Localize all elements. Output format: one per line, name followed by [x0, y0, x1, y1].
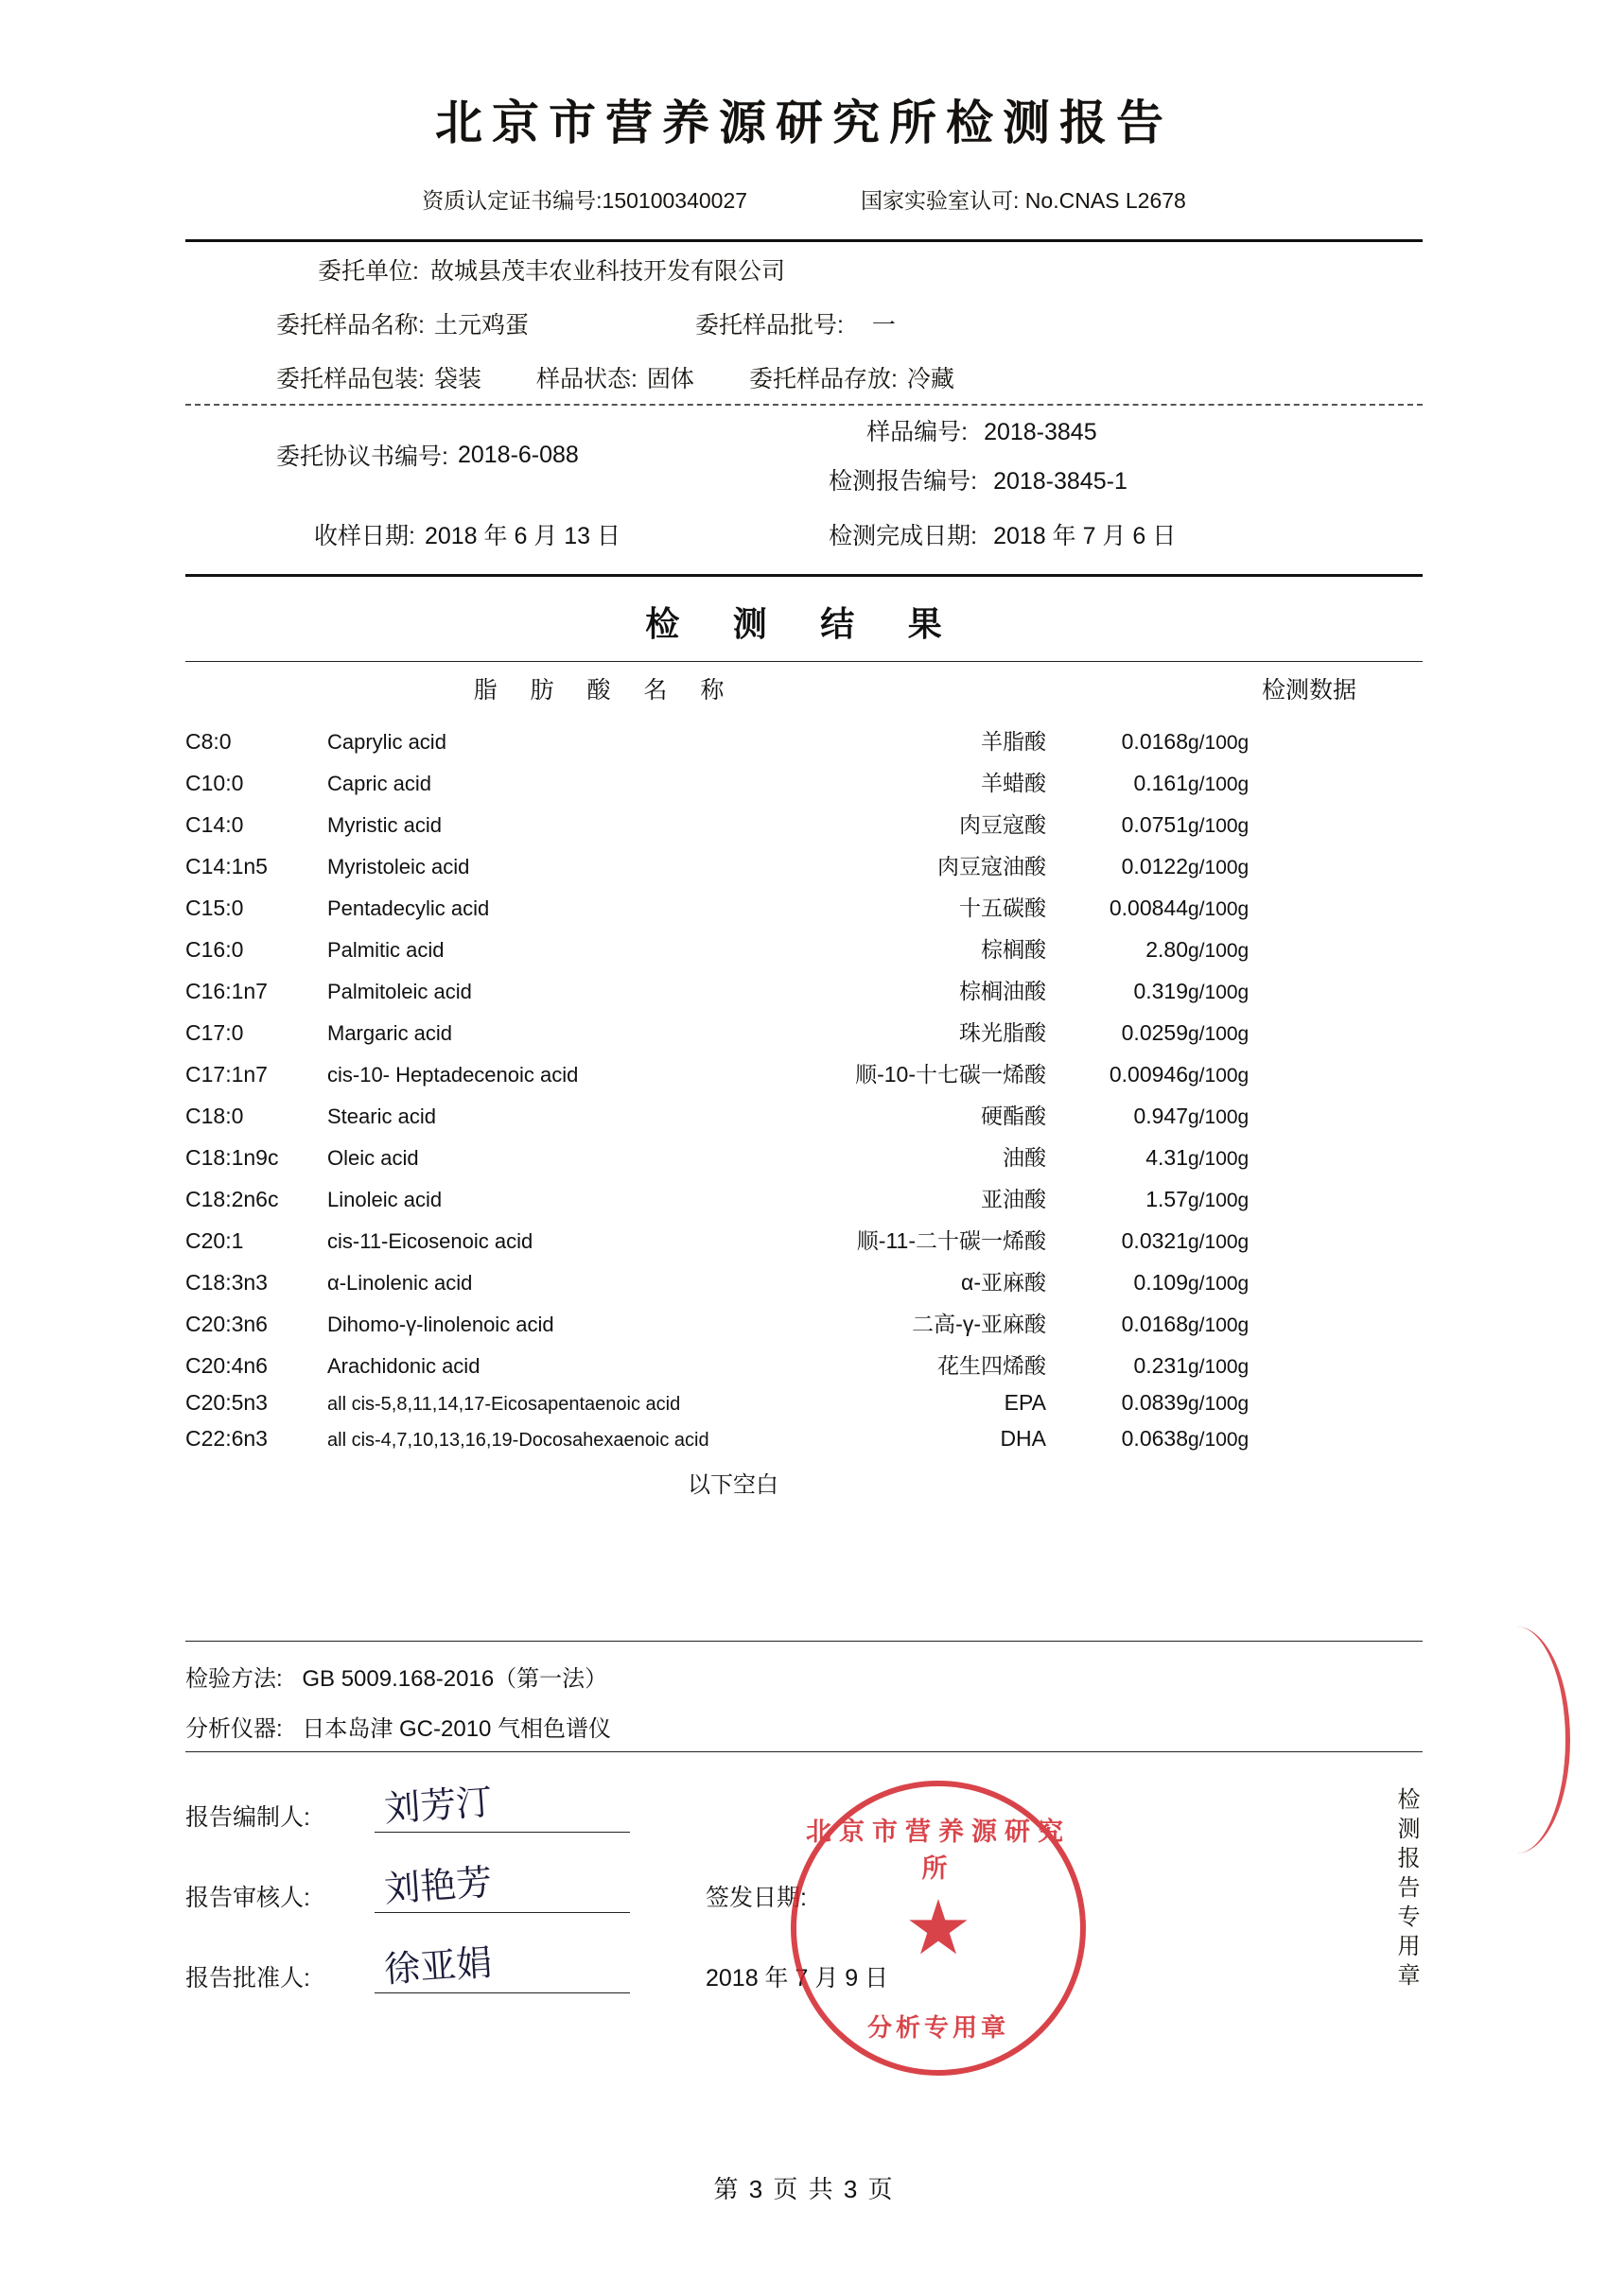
fa-name-en: Arachidonic acid	[327, 1353, 481, 1378]
fa-code: C8:0	[185, 728, 232, 754]
batch-value: 一	[871, 312, 896, 339]
fa-value: 0.00844	[1109, 895, 1188, 920]
methods-block	[185, 1642, 1423, 1751]
finish-date-value: 2018 年 7 月 6 日	[993, 523, 1177, 549]
prepared-by-label: 报告编制人:	[185, 1804, 310, 1831]
fa-value: 0.0638	[1121, 1425, 1188, 1451]
agreement-value: 2018-6-088	[457, 441, 579, 468]
stamp-organization-text: 北京市营养源研究所	[806, 1818, 1071, 1884]
sample-no-value: 2018-3845	[984, 419, 1097, 445]
report-page	[0, 85, 1608, 2296]
fa-code: C20:3n6	[185, 1311, 268, 1336]
client-label: 委托单位:	[318, 258, 419, 285]
fa-value: 0.109	[1133, 1269, 1188, 1295]
fa-name-cn: DHA	[1000, 1425, 1046, 1451]
fa-name-en: Palmitoleic acid	[327, 979, 472, 1003]
fa-code: C17:1n7	[185, 1061, 268, 1087]
certificate-line	[0, 183, 1608, 215]
fa-value: 0.0122	[1121, 853, 1188, 878]
fa-code: C18:0	[185, 1103, 244, 1128]
fa-code: C14:0	[185, 811, 244, 837]
sample-name-value: 土元鸡蛋	[433, 312, 529, 339]
fa-value: 0.0751	[1121, 811, 1188, 837]
fa-name-cn: 花生四烯酸	[937, 1352, 1046, 1378]
fa-name-cn: 棕榈酸	[981, 936, 1046, 962]
fa-name-en: α-Linolenic acid	[327, 1270, 473, 1295]
dates-block	[185, 510, 1423, 559]
fa-code: C17:0	[185, 1019, 244, 1045]
fa-name-en: Myristoleic acid	[327, 854, 470, 878]
receive-date-row	[185, 510, 829, 559]
column-header-data: 检测数据	[1261, 677, 1356, 704]
sample-name-row	[185, 296, 1423, 350]
fatty-acid-table-body	[185, 719, 1423, 1456]
fa-name-cn: 十五碳酸	[959, 895, 1046, 920]
approved-by-signature: 徐亚娟	[382, 1941, 494, 1991]
table-row	[185, 1010, 1423, 1052]
table-row	[185, 1260, 1423, 1301]
table-row	[185, 1093, 1423, 1135]
side-seal-label: 检测报告专用章	[1393, 1787, 1419, 1992]
fa-name-en: Oleic acid	[327, 1145, 419, 1170]
fa-value: 0.947	[1133, 1103, 1188, 1128]
official-stamp	[791, 1781, 1086, 2076]
table-row	[185, 1420, 1423, 1456]
fa-unit: g/100g	[1188, 773, 1250, 795]
stamp-purpose-text: 分析专用章	[866, 2014, 1009, 2043]
storage-label: 委托样品存放:	[748, 366, 898, 392]
numbers-right	[829, 406, 1423, 504]
page-title: 北京市营养源研究所检测报告	[435, 95, 1173, 150]
fa-unit: g/100g	[1188, 731, 1250, 754]
fa-value: 0.0839	[1121, 1389, 1188, 1415]
blank-below-note: 以下空白	[688, 1472, 778, 1498]
star-icon: ★	[904, 1886, 972, 1970]
package-row	[185, 350, 1423, 404]
client-value: 故城县茂丰农业科技开发有限公司	[429, 258, 785, 285]
results-top-divider	[185, 574, 1423, 577]
sample-no-row	[829, 406, 1423, 455]
fa-value: 0.0168	[1121, 728, 1188, 754]
fa-code: C20:5n3	[185, 1389, 268, 1415]
fa-value: 2.80	[1145, 936, 1188, 962]
fa-code: C18:3n3	[185, 1269, 268, 1295]
agreement-row	[185, 406, 829, 504]
agreement-label: 委托协议书编号:	[276, 444, 448, 470]
fa-name-en: Palmitic acid	[327, 937, 445, 962]
receive-date-label: 收样日期:	[314, 523, 415, 549]
fa-code: C10:0	[185, 770, 244, 795]
fa-value: 0.319	[1133, 978, 1188, 1003]
finish-date-label: 检测完成日期:	[829, 523, 978, 549]
fa-name-en: Linoleic acid	[327, 1187, 443, 1211]
fa-unit: g/100g	[1188, 939, 1250, 962]
red-stamp-edge-mark	[1480, 1626, 1570, 1853]
fa-code: C15:0	[185, 895, 244, 920]
reviewed-by-signature: 刘艳芳	[382, 1861, 494, 1910]
fa-unit: g/100g	[1188, 1147, 1250, 1170]
fa-code: C18:2n6c	[185, 1186, 279, 1211]
fa-name-en: Stearic acid	[327, 1104, 436, 1128]
fa-unit: g/100g	[1188, 1105, 1250, 1128]
instrument-label: 分析仪器:	[185, 1716, 283, 1742]
fa-name-cn: 肉豆寇酸	[959, 811, 1046, 837]
fa-code: C20:1	[185, 1227, 244, 1253]
fa-name-cn: 羊脂酸	[981, 728, 1046, 754]
issue-date-label: 签发日期:	[706, 1885, 807, 1911]
fa-code: C22:6n3	[185, 1425, 268, 1451]
fa-value: 0.231	[1133, 1352, 1188, 1378]
qualification-cert-no: 资质认定证书编号:150100340027	[422, 188, 748, 213]
fa-name-en: Myristic acid	[327, 812, 443, 837]
prepared-by-signature-line	[375, 1781, 630, 1833]
client-info-block	[185, 242, 1423, 404]
fa-name-en: Caprylic acid	[327, 729, 446, 754]
methods-bottom-divider	[185, 1751, 1423, 1752]
sample-name-label: 委托样品名称:	[276, 312, 425, 339]
fa-unit: g/100g	[1188, 1230, 1250, 1253]
receive-date-value: 2018 年 6 月 13 日	[424, 523, 621, 549]
fa-unit: g/100g	[1188, 1313, 1250, 1336]
table-row	[185, 1135, 1423, 1176]
approved-by-label: 报告批准人:	[185, 1965, 310, 1992]
cnas-accreditation-no: 国家实验室认可: No.CNAS L2678	[861, 188, 1186, 213]
fa-name-cn: 棕榈油酸	[959, 978, 1046, 1003]
fa-value: 0.00946	[1109, 1061, 1188, 1087]
fa-name-cn: 二高-γ-亚麻酸	[912, 1311, 1046, 1336]
report-no-row	[829, 455, 1423, 504]
table-row	[185, 719, 1423, 760]
fa-name-en: cis-10- Heptadecenoic acid	[327, 1062, 579, 1087]
package-label: 委托样品包装:	[276, 366, 425, 392]
method-label: 检验方法:	[185, 1666, 283, 1692]
fa-value: 4.31	[1145, 1144, 1188, 1170]
fa-unit: g/100g	[1188, 1272, 1250, 1295]
fa-unit: g/100g	[1188, 1064, 1250, 1087]
table-row	[185, 885, 1423, 927]
fa-name-en: cis-11-Eicosenoic acid	[327, 1228, 533, 1253]
fa-code: C16:0	[185, 936, 244, 962]
fa-value: 0.0168	[1121, 1311, 1188, 1336]
fa-name-en: all cis-5,8,11,14,17-Eicosapentaenoic acid	[327, 1393, 681, 1415]
method-value: GB 5009.168-2016（第一法）	[302, 1666, 608, 1692]
table-row	[185, 1384, 1423, 1420]
client-row	[185, 242, 1423, 296]
fa-name-cn: 珠光脂酸	[959, 1019, 1046, 1045]
results-table-header	[185, 662, 1423, 713]
fa-code: C14:1n5	[185, 853, 268, 878]
fa-name-cn: 肉豆寇油酸	[937, 853, 1046, 878]
issue-date-value: 2018 年 7 月 9 日	[706, 1965, 889, 1992]
fa-unit: g/100g	[1188, 1392, 1250, 1415]
fa-value: 0.0259	[1121, 1019, 1188, 1045]
page-footer: 第 3 页 共 3 页	[713, 2175, 895, 2203]
signature-block	[185, 1781, 1423, 2102]
table-row	[185, 1218, 1423, 1260]
fa-unit: g/100g	[1188, 1355, 1250, 1378]
fa-unit: g/100g	[1188, 814, 1250, 837]
fa-code: C18:1n9c	[185, 1144, 279, 1170]
fa-name-cn: 硬酯酸	[981, 1103, 1046, 1128]
instrument-row	[185, 1701, 1423, 1751]
table-row	[185, 1052, 1423, 1093]
package-value: 袋装	[433, 366, 481, 392]
prepared-by-signature: 刘芳汀	[382, 1781, 494, 1830]
storage-value: 冷藏	[906, 366, 954, 392]
fa-code: C16:1n7	[185, 978, 268, 1003]
fa-name-cn: 顺-11-二十碳一烯酸	[856, 1227, 1046, 1253]
state-value: 固体	[646, 366, 694, 392]
instrument-value: 日本岛津 GC-2010 气相色谱仪	[302, 1716, 612, 1742]
fa-name-en: Dihomo-γ-linolenoic acid	[327, 1312, 554, 1336]
table-row	[185, 968, 1423, 1010]
batch-label: 委托样品批号:	[694, 312, 844, 339]
fa-name-en: Capric acid	[327, 771, 432, 795]
fa-name-en: Pentadecylic acid	[327, 896, 490, 920]
fa-name-cn: α-亚麻酸	[961, 1269, 1046, 1295]
report-no-value: 2018-3845-1	[993, 468, 1127, 495]
table-row	[185, 760, 1423, 802]
table-row	[185, 1301, 1423, 1343]
report-no-label: 检测报告编号:	[829, 468, 978, 495]
column-header-name: 脂 肪 酸 名 称	[473, 677, 738, 704]
fa-name-cn: 亚油酸	[981, 1186, 1046, 1211]
table-row	[185, 844, 1423, 885]
fa-unit: g/100g	[1188, 897, 1250, 920]
fa-name-cn: 顺-10-十七碳一烯酸	[855, 1061, 1046, 1087]
numbers-block	[185, 406, 1423, 504]
fa-name-en: all cis-4,7,10,13,16,19-Docosahexaenoic acid	[327, 1429, 709, 1451]
fa-name-cn: 羊蜡酸	[981, 770, 1046, 795]
fa-unit: g/100g	[1188, 856, 1250, 878]
fatty-acid-table	[185, 719, 1423, 1456]
finish-date-row	[829, 510, 1423, 559]
fa-unit: g/100g	[1188, 981, 1250, 1003]
sample-no-label: 样品编号:	[866, 419, 969, 445]
fa-unit: g/100g	[1188, 1189, 1250, 1211]
fa-value: 0.161	[1133, 770, 1188, 795]
reviewed-by-label: 报告审核人:	[185, 1885, 310, 1911]
table-row	[185, 927, 1423, 968]
table-row	[185, 1343, 1423, 1384]
fa-code: C20:4n6	[185, 1352, 268, 1378]
fa-unit: g/100g	[1188, 1428, 1250, 1451]
fa-name-en: Margaric acid	[327, 1020, 453, 1045]
fa-name-cn: EPA	[1004, 1389, 1046, 1415]
method-row	[185, 1651, 1423, 1701]
table-row	[185, 802, 1423, 844]
fa-value: 0.0321	[1121, 1227, 1188, 1253]
table-row	[185, 1176, 1423, 1218]
fa-unit: g/100g	[1188, 1022, 1250, 1045]
approved-by-signature-line	[375, 1941, 630, 1993]
fa-name-cn: 油酸	[1003, 1144, 1046, 1170]
reviewed-by-signature-line	[375, 1861, 630, 1913]
fa-value: 1.57	[1145, 1186, 1188, 1211]
results-section-title: 检 测 结 果	[645, 604, 963, 644]
state-label: 样品状态:	[535, 366, 638, 392]
